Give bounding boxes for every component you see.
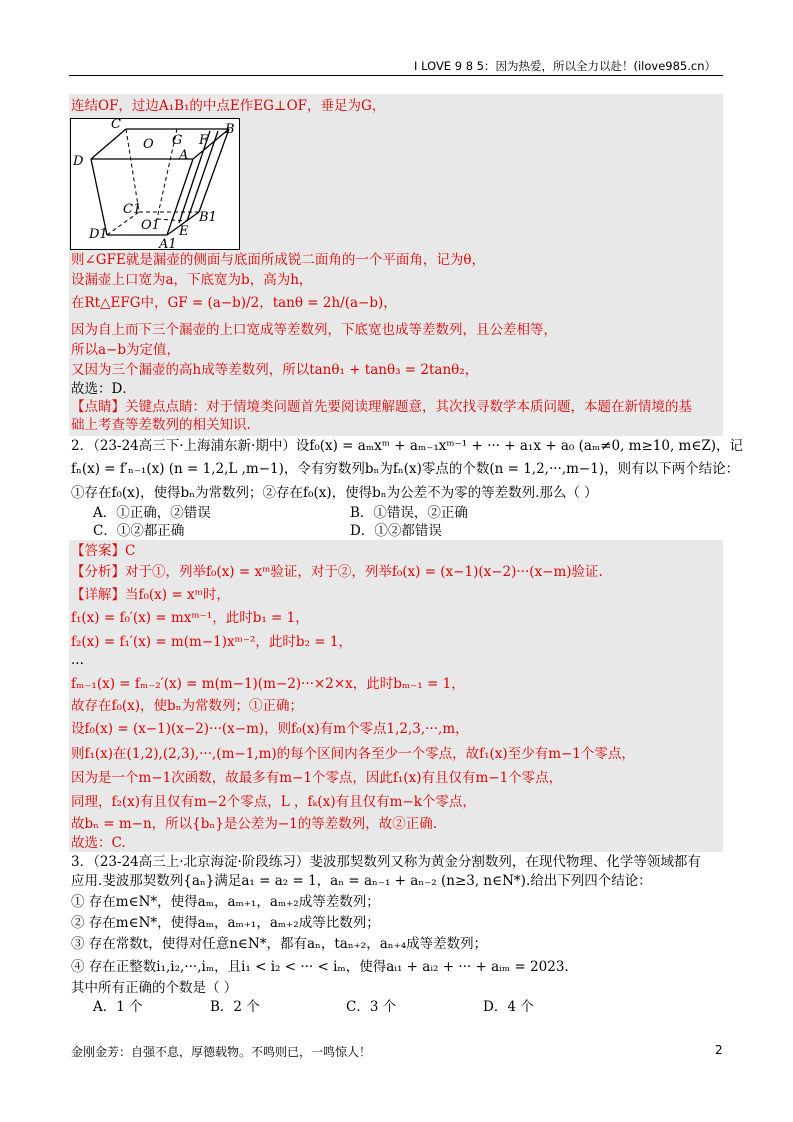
q2-detail-11: 故bₙ = m−n，所以{bₙ}是公差为−1的等差数列，故②正确. xyxy=(71,816,438,832)
q2-stem-1: 2．（23-24高三下·上海浦东新·期中）设f₀(x) = aₘxᵐ + aₘ₋₁xᵐ⁻¹ + ··· + a₁x + a₀ (aₘ≠0, m≥10, m∈Z)，记 xyxy=(71,438,743,454)
fig-label-C: C xyxy=(111,119,121,132)
q2-stem-2: fₙ(x) = f′ₙ₋₁(x) (n = 1,2,L ,m−1)，令有穷数列bₙ为fₙ(x)零点的个数(n = 1,2,···,m−1)，则有以下两个结论： xyxy=(71,461,740,477)
q1-line-5: 因为自上而下三个漏壶的上口宽成等差数列，下底宽也成等差数列，且公差相等， xyxy=(71,322,557,338)
fig-label-O1: O1 xyxy=(141,218,160,233)
fig-label-B1: B1 xyxy=(199,210,217,225)
fig-label-B: B xyxy=(225,122,235,137)
q2-detail-9: 因为是一个m−1次函数，故最多有m−1个零点，因此f₁(x)有且仅有m−1个零点， xyxy=(71,770,563,786)
fig-label-D: D xyxy=(73,154,84,169)
q2-option-d: D．①②都错误 xyxy=(350,523,442,539)
q3-option-c: C．3 个 xyxy=(346,999,397,1015)
q1-line-7: 又因为三个漏壶的高h成等差数列，所以tanθ₁ + tanθ₃ = 2tanθ₂， xyxy=(71,362,479,378)
q1-key-point-1: 【点睛】关键点点睛：对于情境类问题首先要阅读理解题意，其次找寻数学本质问题，本题在新情境的基 xyxy=(71,399,692,415)
q2-detail-8: 则f₁(x)在(1,2),(2,3),···,(m−1,m)的每个区间内各至少一个零点，故f₁(x)至少有m−1个零点， xyxy=(71,746,635,762)
q2-detail-6: 故存在f₀(x)，使bₙ为常数列；①正确； xyxy=(71,698,304,714)
q2-detail-7: 设f₀(x) = (x−1)(x−2)···(x−m)，则f₀(x)有m个零点1,2,3,···,m， xyxy=(71,721,469,737)
frustum-figure xyxy=(70,118,240,250)
q2-detail-3: f₂(x) = f₁′(x) = m(m−1)xᵐ⁻²，此时b₂ = 1， xyxy=(71,634,352,650)
q3-conclusion-2: ② 存在m∈N*，使得aₘ，aₘ₊₁，aₘ₊₂成等比数列； xyxy=(71,915,380,931)
header-rule xyxy=(69,75,723,76)
fig-label-C1: C1 xyxy=(123,202,142,217)
fig-label-A: A xyxy=(179,148,189,163)
fig-label-F: F xyxy=(199,133,209,148)
q2-option-c: C．①②都正确 xyxy=(93,523,185,539)
q3-conclusion-4: ④ 存在正整数i₁,i₂,···,iₘ，且i₁ < i₂ < ··· < iₘ，使得aᵢ₁ + aᵢ₂ + ··· + aᵢₘ = 2023. xyxy=(71,959,569,975)
q2-detail-2: f₁(x) = f₀′(x) = mxᵐ⁻¹，此时b₁ = 1， xyxy=(71,610,309,626)
q2-detail-10: 同理，f₂(x)有且仅有m−2个零点，L ，fₖ(x)有且仅有m−k个零点， xyxy=(71,794,476,810)
q1-line-2: 则∠GFE就是漏壶的侧面与底面所成锐二面角的一个平面角，记为θ， xyxy=(71,252,485,268)
page-number: 2 xyxy=(715,1043,723,1057)
q2-answer: 【答案】C xyxy=(71,543,136,559)
q1-key-point-2: 础上考查等差数列的相关知识. xyxy=(71,417,251,433)
q2-detail-12: 故选：C. xyxy=(71,835,126,851)
fig-label-G: G xyxy=(172,133,183,148)
fig-label-O: O xyxy=(143,137,154,152)
fig-label-A1: A1 xyxy=(159,237,177,249)
q1-line-8: 故选：D． xyxy=(71,381,136,397)
q2-option-a: A．①正确，②错误 xyxy=(93,505,211,521)
q2-stem-3: ①存在f₀(x)，使得bₙ为常数列；②存在f₀(x)，使得bₙ为公差不为零的等差数列.那么（ ） xyxy=(71,485,598,501)
q2-detail-1: 【详解】当f₀(x) = xᵐ时， xyxy=(71,587,230,603)
q3-stem-1: 3．（23-24高三上·北京海淀·阶段练习）斐波那契数列又称为黄金分割数列，在现代物理、化学等领域都有 xyxy=(71,854,701,870)
frustum-diagram xyxy=(71,119,239,249)
q3-ask: 其中所有正确的个数是（ ） xyxy=(71,980,238,996)
q3-option-d: D．4 个 xyxy=(483,999,534,1015)
q2-analysis: 【分析】对于①，列举f₀(x) = xᵐ验证，对于②，列举f₀(x) = (x−1)(x−2)···(x−m)验证. xyxy=(71,564,603,580)
fig-label-D1: D1 xyxy=(89,227,108,242)
q3-conclusion-1: ① 存在m∈N*，使得aₘ，aₘ₊₁，aₘ₊₂成等差数列； xyxy=(71,894,380,910)
q3-option-b: B．2 个 xyxy=(210,999,260,1015)
page-header: I LOVE 9 8 5：因为热爱，所以全力以赴！(ilove985.cn） xyxy=(414,59,716,73)
q3-conclusion-3: ③ 存在常数t，使得对任意n∈N*，都有aₙ，taₙ₊₂，aₙ₊₄成等差数列； xyxy=(71,936,488,952)
q1-line-3: 设漏壶上口宽为a，下底宽为b，高为h， xyxy=(71,272,313,288)
page-footer-motto: 金刚金芳：自强不息，厚德载物。不鸣则已，一鸣惊人！ xyxy=(71,1045,372,1059)
q1-line-1: 连结OF，过边A₁B₁的中点E作EG⊥OF，垂足为G， xyxy=(71,98,386,114)
q1-line-4: 在Rt△EFG中，GF = (a−b)/2，tanθ = 2h/(a−b)， xyxy=(71,295,397,311)
q3-option-a: A．1 个 xyxy=(93,999,143,1015)
q2-detail-5: fₘ₋₁(x) = fₘ₋₂′(x) = m(m−1)(m−2)···×2×x，此时bₘ₋₁ = 1， xyxy=(71,676,465,692)
q2-detail-4: ··· xyxy=(71,656,84,672)
fig-label-E: E xyxy=(179,224,189,239)
q2-option-b: B．①错误，②正确 xyxy=(350,505,468,521)
q3-stem-2: 应用.斐波那契数列{aₙ}满足a₁ = a₂ = 1，aₙ = aₙ₋₁ + aₙ₋₂ (n≥3, n∈N*).给出下列四个结论： xyxy=(71,873,652,889)
q1-line-6: 所以a−b为定值， xyxy=(71,342,181,358)
